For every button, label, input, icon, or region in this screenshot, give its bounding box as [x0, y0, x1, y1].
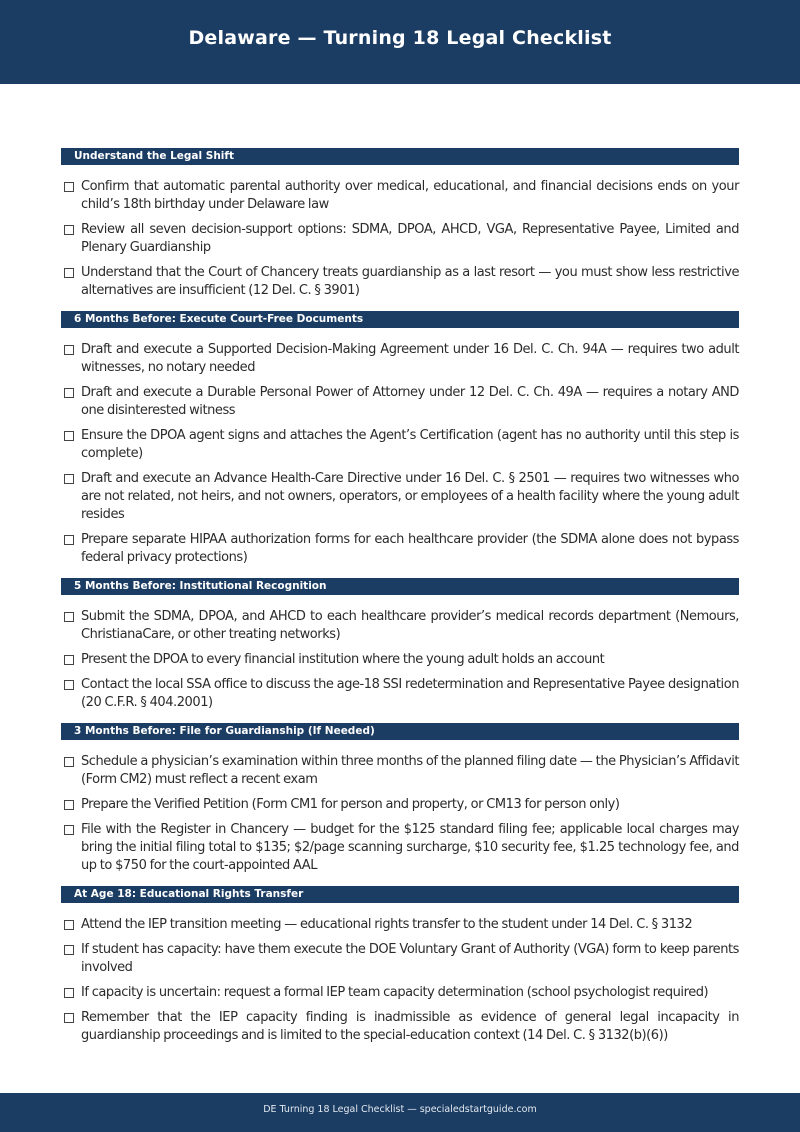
checklist-item[interactable]	[61, 676, 739, 712]
item-text: Schedule a physician’s examination within three months of the planned filing date — the Physician’s Affidavit (Form CM2) must reflect a recent exam	[81, 754, 739, 787]
checkbox[interactable]	[64, 345, 74, 355]
checkbox[interactable]	[64, 388, 74, 398]
checklist-item[interactable]	[61, 384, 739, 420]
section-3-months-before	[61, 723, 739, 886]
item-text: Remember that the IEP capacity finding is inadmissible as evidence of general legal incapacity in guardianship proceedings and is limited to the special-education context (14 Del. C. § 3132(b)(6))	[81, 1010, 739, 1043]
section-heading: 6 Months Before: Execute Court-Free Documents	[61, 311, 739, 328]
section-at-age-18	[61, 886, 739, 1056]
checkbox[interactable]	[64, 225, 74, 235]
item-text: Ensure the DPOA agent signs and attaches the Agent’s Certification (agent has no authority until this step is complete)	[81, 428, 739, 461]
section-heading: Understand the Legal Shift	[61, 148, 739, 165]
page-title: Delaware — Turning 18 Legal Checklist	[188, 27, 612, 49]
checkbox[interactable]	[64, 1013, 74, 1023]
checkbox[interactable]	[64, 431, 74, 441]
checklist-item[interactable]	[61, 178, 739, 214]
section-6-months-before	[61, 311, 739, 578]
item-text: Prepare the Verified Petition (Form CM1 for person and property, or CM13 for person only)	[81, 797, 620, 812]
checkbox[interactable]	[64, 988, 74, 998]
checklist-item[interactable]	[61, 427, 739, 463]
checklist-item[interactable]	[61, 608, 739, 644]
item-text: Understand that the Court of Chancery treats guardianship as a last resort — you must show less restrictive alternatives are insufficient (12 Del. C. § 3901)	[81, 265, 739, 298]
checklist-items	[61, 328, 739, 578]
item-text: Draft and execute a Durable Personal Power of Attorney under 12 Del. C. Ch. 49A — requires a notary AND one disinterested witness	[81, 385, 739, 418]
item-text: Confirm that automatic parental authority over medical, educational, and financial decisions ends on your child’s 18th birthday under Delaware law	[81, 179, 739, 212]
section-5-months-before	[61, 578, 739, 723]
checklist	[61, 148, 739, 1056]
checkbox[interactable]	[64, 920, 74, 930]
item-text: File with the Register in Chancery — budget for the $125 standard filing fee; applicable local charges may bring the initial filing total to $135; $2/page scanning surcharge, $10 security fee, $1.25 technology fee, and up to $750 for the court-appointed AAL	[81, 822, 739, 873]
checkbox[interactable]	[64, 655, 74, 665]
checkbox[interactable]	[64, 535, 74, 545]
checkbox[interactable]	[64, 945, 74, 955]
checklist-items	[61, 903, 739, 1056]
item-text: If capacity is uncertain: request a formal IEP team capacity determination (school psychologist required)	[81, 985, 709, 1000]
footer-text: DE Turning 18 Legal Checklist — specialedstartguide.com	[263, 1104, 537, 1115]
section-heading: 3 Months Before: File for Guardianship (If Needed)	[61, 723, 739, 740]
item-text: Prepare separate HIPAA authorization forms for each healthcare provider (the SDMA alone does not bypass federal privacy protections)	[81, 532, 739, 565]
checkbox[interactable]	[64, 825, 74, 835]
checklist-item[interactable]	[61, 531, 739, 567]
section-heading: At Age 18: Educational Rights Transfer	[61, 886, 739, 903]
checklist-item[interactable]	[61, 753, 739, 789]
item-text: Draft and execute a Supported Decision-Making Agreement under 16 Del. C. Ch. 94A — requires two adult witnesses, no notary needed	[81, 342, 739, 375]
checklist-item[interactable]	[61, 341, 739, 377]
checklist-item[interactable]	[61, 821, 739, 875]
page-footer	[0, 1093, 800, 1132]
section-legal-shift	[61, 148, 739, 311]
item-text: Contact the local SSA office to discuss the age-18 SSI redetermination and Representative Payee designation (20 C.F.R. § 404.2001)	[81, 677, 739, 710]
checkbox[interactable]	[64, 680, 74, 690]
checklist-item[interactable]	[61, 984, 739, 1002]
checklist-item[interactable]	[61, 796, 739, 814]
checklist-item[interactable]	[61, 221, 739, 257]
checklist-item[interactable]	[61, 1009, 739, 1045]
page-header	[0, 0, 800, 84]
checkbox[interactable]	[64, 182, 74, 192]
checklist-item[interactable]	[61, 264, 739, 300]
checklist-items	[61, 740, 739, 886]
item-text: If student has capacity: have them execute the DOE Voluntary Grant of Authority (VGA) form to keep parents involved	[81, 942, 739, 975]
checklist-item[interactable]	[61, 941, 739, 977]
checkbox[interactable]	[64, 800, 74, 810]
section-heading: 5 Months Before: Institutional Recognition	[61, 578, 739, 595]
item-text: Attend the IEP transition meeting — educational rights transfer to the student under 14 Del. C. § 3132	[81, 917, 693, 932]
checklist-item[interactable]	[61, 651, 739, 669]
checkbox[interactable]	[64, 474, 74, 484]
checklist-items	[61, 165, 739, 311]
checkbox[interactable]	[64, 612, 74, 622]
item-text: Draft and execute an Advance Health-Care Directive under 16 Del. C. § 2501 — requires two witnesses who are not related, not heirs, and not owners, operators, or employees of a health facility where the young adult resides	[81, 471, 739, 522]
item-text: Present the DPOA to every financial institution where the young adult holds an account	[81, 652, 605, 667]
checkbox[interactable]	[64, 268, 74, 278]
checklist-item[interactable]	[61, 470, 739, 524]
checklist-items	[61, 595, 739, 723]
checklist-item[interactable]	[61, 916, 739, 934]
item-text: Submit the SDMA, DPOA, and AHCD to each healthcare provider’s medical records department (Nemours, ChristianaCare, or other treating networks)	[81, 609, 739, 642]
checkbox[interactable]	[64, 757, 74, 767]
item-text: Review all seven decision-support options: SDMA, DPOA, AHCD, VGA, Representative Payee, Limited and Plenary Guardianship	[81, 222, 739, 255]
